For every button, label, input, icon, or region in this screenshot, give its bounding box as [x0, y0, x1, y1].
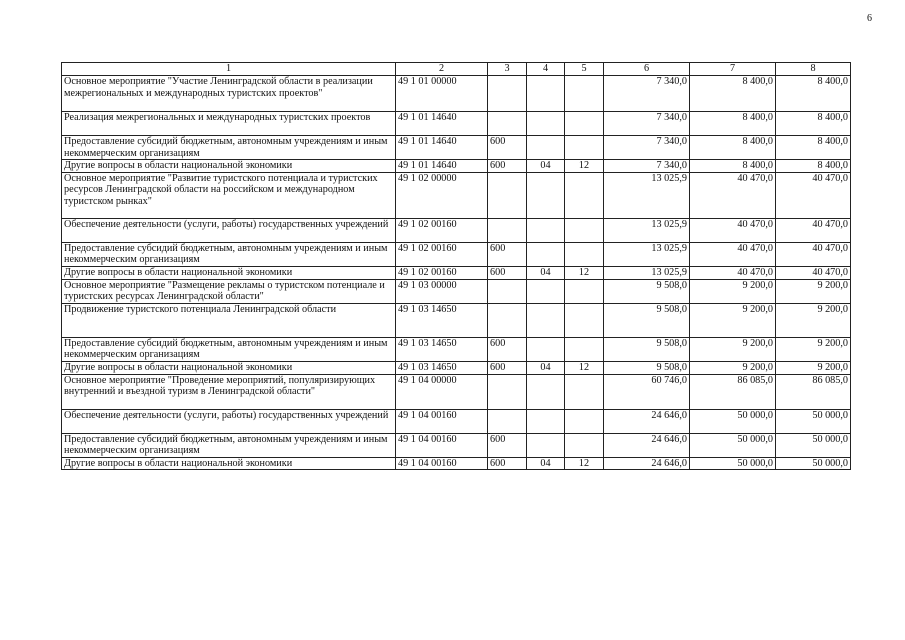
- row-section-code: 04: [527, 361, 565, 374]
- row-subsection-code: [565, 112, 604, 136]
- row-amount-col-7: 9 200,0: [690, 337, 776, 361]
- row-amount-col-6: 13 025,9: [604, 266, 690, 279]
- row-amount-col-6: 24 646,0: [604, 457, 690, 470]
- row-amount-col-7: 40 470,0: [690, 218, 776, 242]
- row-name: Предоставление субсидий бюджетным, автономным учреждениям и иным некоммерческим организациям: [62, 337, 396, 361]
- row-amount-col-7: 9 200,0: [690, 279, 776, 303]
- row-amount-col-7: 50 000,0: [690, 409, 776, 433]
- row-amount-col-6: 13 025,9: [604, 242, 690, 266]
- row-subsection-code: [565, 409, 604, 433]
- header-col-7: 7: [690, 63, 776, 76]
- row-section-code: [527, 242, 565, 266]
- row-amount-col-8: 9 200,0: [776, 361, 851, 374]
- row-amount-col-6: 9 508,0: [604, 337, 690, 361]
- row-amount-col-8: 8 400,0: [776, 112, 851, 136]
- row-section-code: [527, 433, 565, 457]
- row-section-code: [527, 303, 565, 337]
- row-expense-type-code: [488, 218, 527, 242]
- table-row: [62, 279, 851, 303]
- header-col-8: 8: [776, 63, 851, 76]
- row-amount-col-7: 9 200,0: [690, 303, 776, 337]
- row-name: Основное мероприятие "Проведение мероприятий, популяризирующих внутренний и въездной туризм в Ленинградской области": [62, 374, 396, 409]
- table-row: [62, 374, 851, 409]
- table-row: [62, 160, 851, 173]
- row-amount-col-8: 86 085,0: [776, 374, 851, 409]
- row-target-article-code: 49 1 01 00000: [396, 76, 488, 112]
- row-amount-col-7: 50 000,0: [690, 433, 776, 457]
- row-name: Другие вопросы в области национальной экономики: [62, 160, 396, 173]
- row-amount-col-6: 13 025,9: [604, 218, 690, 242]
- row-section-code: [527, 76, 565, 112]
- row-target-article-code: 49 1 02 00160: [396, 218, 488, 242]
- table-row: [62, 361, 851, 374]
- header-col-3: 3: [488, 63, 527, 76]
- header-col-5: 5: [565, 63, 604, 76]
- row-target-article-code: 49 1 03 14650: [396, 337, 488, 361]
- row-subsection-code: [565, 136, 604, 160]
- row-name: Другие вопросы в области национальной экономики: [62, 266, 396, 279]
- row-target-article-code: 49 1 02 00160: [396, 242, 488, 266]
- header-col-1: 1: [62, 63, 396, 76]
- row-subsection-code: [565, 172, 604, 218]
- row-amount-col-8: 40 470,0: [776, 266, 851, 279]
- row-amount-col-8: 9 200,0: [776, 303, 851, 337]
- row-name: Предоставление субсидий бюджетным, автономным учреждениям и иным некоммерческим организациям: [62, 433, 396, 457]
- row-amount-col-8: 40 470,0: [776, 218, 851, 242]
- row-subsection-code: [565, 374, 604, 409]
- table-row: [62, 433, 851, 457]
- row-section-code: [527, 374, 565, 409]
- header-col-6: 6: [604, 63, 690, 76]
- row-amount-col-7: 40 470,0: [690, 266, 776, 279]
- row-name: Реализация межрегиональных и международных туристских проектов: [62, 112, 396, 136]
- row-amount-col-7: 9 200,0: [690, 361, 776, 374]
- row-amount-col-6: 9 508,0: [604, 303, 690, 337]
- row-name: Основное мероприятие "Размещение рекламы о туристском потенциале и туристских ресурсах Ленинградской области": [62, 279, 396, 303]
- header-col-4: 4: [527, 63, 565, 76]
- row-subsection-code: [565, 303, 604, 337]
- row-name: Продвижение туристского потенциала Ленинградской области: [62, 303, 396, 337]
- row-target-article-code: 49 1 03 14650: [396, 361, 488, 374]
- table-row: [62, 266, 851, 279]
- row-section-code: 04: [527, 160, 565, 173]
- row-subsection-code: 12: [565, 266, 604, 279]
- row-section-code: [527, 279, 565, 303]
- row-section-code: 04: [527, 266, 565, 279]
- row-amount-col-6: 24 646,0: [604, 433, 690, 457]
- row-target-article-code: 49 1 02 00000: [396, 172, 488, 218]
- row-amount-col-8: 50 000,0: [776, 409, 851, 433]
- row-amount-col-8: 50 000,0: [776, 433, 851, 457]
- row-target-article-code: 49 1 04 00160: [396, 409, 488, 433]
- row-expense-type-code: 600: [488, 266, 527, 279]
- row-expense-type-code: [488, 172, 527, 218]
- table-row: [62, 112, 851, 136]
- row-amount-col-6: 9 508,0: [604, 279, 690, 303]
- row-amount-col-6: 9 508,0: [604, 361, 690, 374]
- page-number: 6: [867, 13, 872, 24]
- row-target-article-code: 49 1 01 14640: [396, 136, 488, 160]
- row-amount-col-8: 8 400,0: [776, 76, 851, 112]
- row-subsection-code: [565, 218, 604, 242]
- row-section-code: [527, 112, 565, 136]
- row-amount-col-6: 24 646,0: [604, 409, 690, 433]
- row-amount-col-7: 86 085,0: [690, 374, 776, 409]
- table-row: [62, 409, 851, 433]
- table-row: [62, 136, 851, 160]
- row-subsection-code: [565, 337, 604, 361]
- row-expense-type-code: 600: [488, 361, 527, 374]
- row-section-code: [527, 136, 565, 160]
- row-amount-col-7: 8 400,0: [690, 160, 776, 173]
- row-expense-type-code: [488, 76, 527, 112]
- row-amount-col-6: 13 025,9: [604, 172, 690, 218]
- row-amount-col-8: 40 470,0: [776, 172, 851, 218]
- row-target-article-code: 49 1 03 14650: [396, 303, 488, 337]
- row-name: Предоставление субсидий бюджетным, автономным учреждениям и иным некоммерческим организациям: [62, 242, 396, 266]
- budget-table: [61, 62, 851, 470]
- row-amount-col-6: 60 746,0: [604, 374, 690, 409]
- row-amount-col-7: 8 400,0: [690, 136, 776, 160]
- row-target-article-code: 49 1 04 00160: [396, 457, 488, 470]
- row-target-article-code: 49 1 01 14640: [396, 160, 488, 173]
- row-subsection-code: 12: [565, 361, 604, 374]
- table-row: [62, 172, 851, 218]
- row-amount-col-7: 40 470,0: [690, 172, 776, 218]
- row-amount-col-8: 9 200,0: [776, 279, 851, 303]
- row-section-code: [527, 337, 565, 361]
- table-row: [62, 76, 851, 112]
- row-subsection-code: [565, 279, 604, 303]
- row-expense-type-code: [488, 374, 527, 409]
- row-section-code: [527, 172, 565, 218]
- row-name: Другие вопросы в области национальной экономики: [62, 457, 396, 470]
- row-target-article-code: 49 1 04 00160: [396, 433, 488, 457]
- row-name: Другие вопросы в области национальной экономики: [62, 361, 396, 374]
- row-expense-type-code: 600: [488, 242, 527, 266]
- row-amount-col-6: 7 340,0: [604, 160, 690, 173]
- row-target-article-code: 49 1 02 00160: [396, 266, 488, 279]
- row-amount-col-6: 7 340,0: [604, 136, 690, 160]
- row-expense-type-code: [488, 409, 527, 433]
- row-amount-col-8: 40 470,0: [776, 242, 851, 266]
- row-amount-col-8: 9 200,0: [776, 337, 851, 361]
- row-amount-col-7: 8 400,0: [690, 76, 776, 112]
- header-col-2: 2: [396, 63, 488, 76]
- row-amount-col-6: 7 340,0: [604, 76, 690, 112]
- row-name: Обеспечение деятельности (услуги, работы) государственных учреждений: [62, 218, 396, 242]
- row-subsection-code: 12: [565, 457, 604, 470]
- row-target-article-code: 49 1 01 14640: [396, 112, 488, 136]
- row-amount-col-8: 50 000,0: [776, 457, 851, 470]
- row-expense-type-code: 600: [488, 337, 527, 361]
- row-expense-type-code: [488, 303, 527, 337]
- table-row: [62, 337, 851, 361]
- table-row: [62, 218, 851, 242]
- row-section-code: [527, 409, 565, 433]
- row-section-code: 04: [527, 457, 565, 470]
- row-expense-type-code: 600: [488, 433, 527, 457]
- row-target-article-code: 49 1 03 00000: [396, 279, 488, 303]
- row-section-code: [527, 218, 565, 242]
- row-subsection-code: [565, 242, 604, 266]
- header-row: [62, 63, 851, 76]
- row-amount-col-8: 8 400,0: [776, 136, 851, 160]
- row-expense-type-code: 600: [488, 457, 527, 470]
- row-name: Основное мероприятие "Участие Ленинградской области в реализации межрегиональных и международных туристских проектов": [62, 76, 396, 112]
- row-name: Основное мероприятие "Развитие туристского потенциала и туристских ресурсов Ленинградской области на российском и международном туристском рынках": [62, 172, 396, 218]
- row-expense-type-code: [488, 279, 527, 303]
- row-amount-col-7: 8 400,0: [690, 112, 776, 136]
- row-target-article-code: 49 1 04 00000: [396, 374, 488, 409]
- row-expense-type-code: [488, 112, 527, 136]
- row-name: Предоставление субсидий бюджетным, автономным учреждениям и иным некоммерческим организациям: [62, 136, 396, 160]
- row-expense-type-code: 600: [488, 136, 527, 160]
- table-row: [62, 457, 851, 470]
- row-amount-col-7: 40 470,0: [690, 242, 776, 266]
- table-row: [62, 242, 851, 266]
- row-amount-col-8: 8 400,0: [776, 160, 851, 173]
- row-amount-col-7: 50 000,0: [690, 457, 776, 470]
- row-subsection-code: [565, 433, 604, 457]
- row-subsection-code: 12: [565, 160, 604, 173]
- row-expense-type-code: 600: [488, 160, 527, 173]
- row-name: Обеспечение деятельности (услуги, работы) государственных учреждений: [62, 409, 396, 433]
- row-amount-col-6: 7 340,0: [604, 112, 690, 136]
- table-row: [62, 303, 851, 337]
- row-subsection-code: [565, 76, 604, 112]
